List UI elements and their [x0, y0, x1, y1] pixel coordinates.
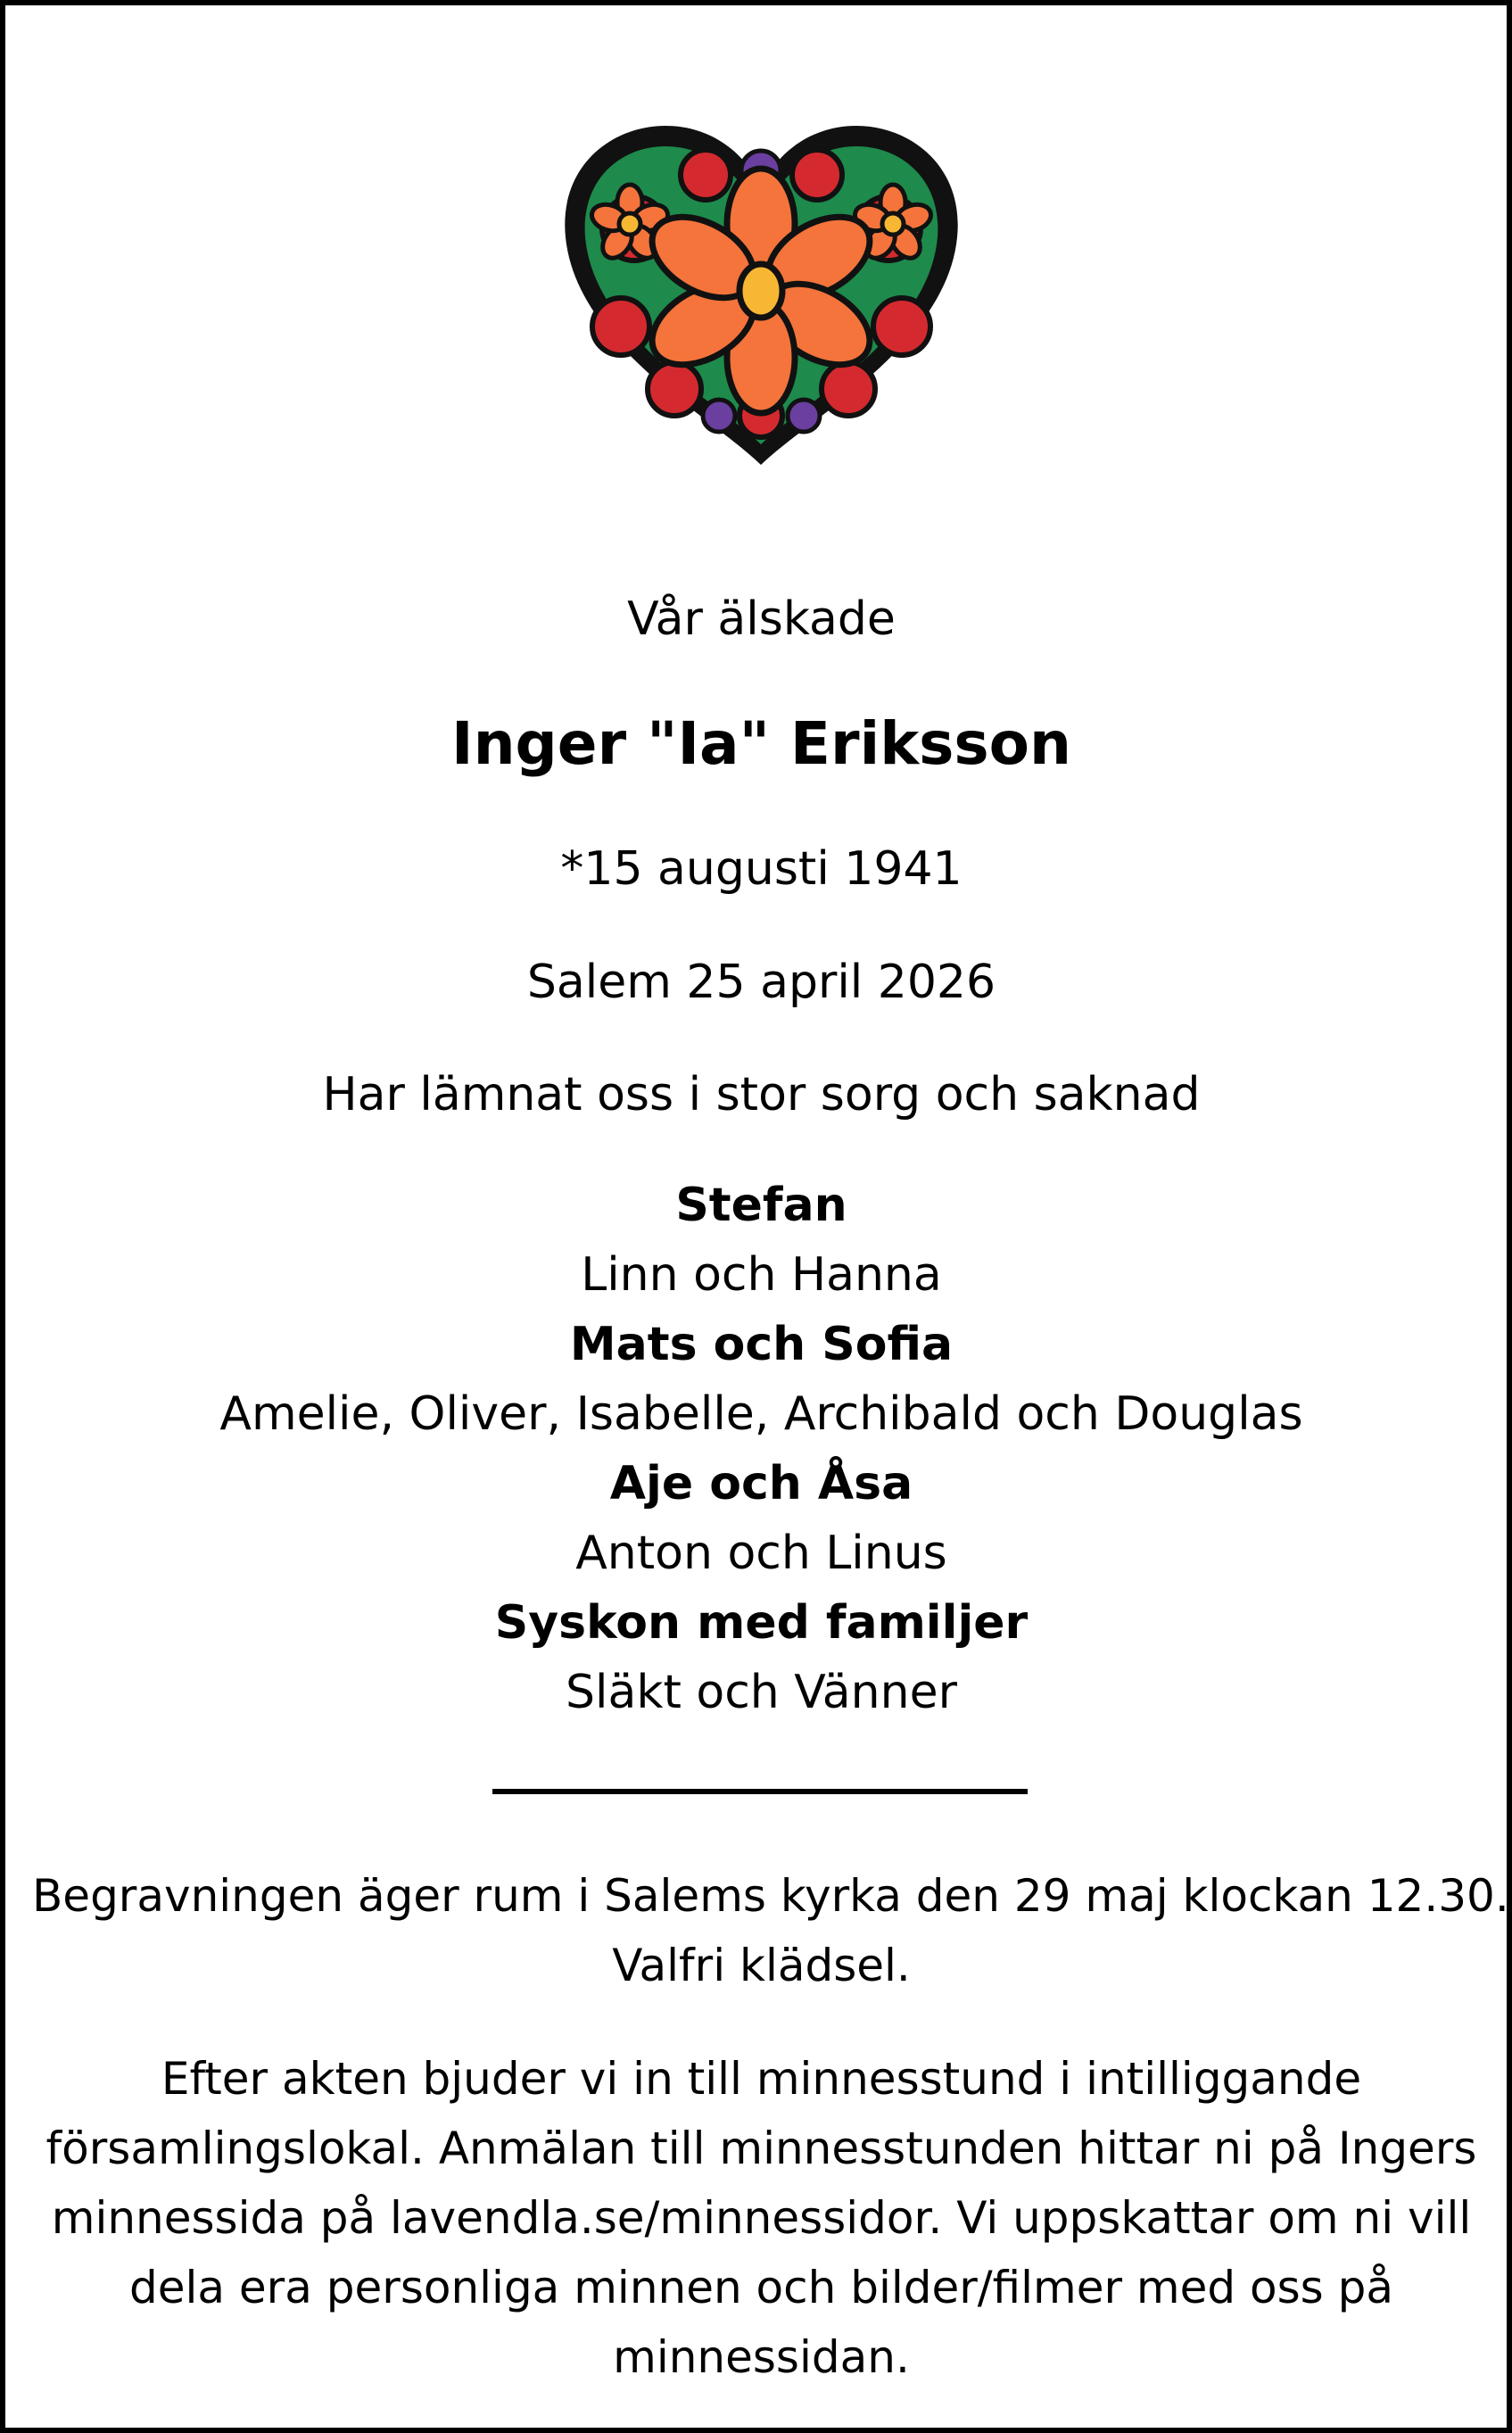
funeral-line: Begravningen äger rum i Salems kyrka den 29 maj klockan 12.30.	[32, 1870, 1509, 1922]
death-place-date: Salem 25 april 2026	[526, 956, 996, 1009]
memorial-line: minnessida på lavendla.se/minnessidor. Vi uppskattar om ni vill	[51, 2192, 1472, 2244]
family-row: Släkt och Vänner	[566, 1666, 957, 1719]
family-row: Anton och Linus	[575, 1527, 947, 1580]
mourning-phrase: Har lämnat oss i stor sorg och saknad	[322, 1068, 1201, 1121]
funeral-info	[32, 1861, 1509, 2000]
flower-heart-icon	[558, 121, 964, 469]
memorial-line: Efter akten bjuder vi in till minnesstund i intilliggande	[161, 2053, 1362, 2105]
memorial-line: minnessidan.	[613, 2331, 910, 2383]
birth-date: *15 augusti 1941	[560, 842, 963, 896]
memorial-line: dela era personliga minnen och bilder/filmer med oss på	[129, 2262, 1393, 2313]
family-row: Amelie, Oliver, Isabelle, Archibald och Douglas	[219, 1387, 1303, 1441]
flower-heart-svg	[558, 121, 964, 469]
divider-line	[492, 1789, 1028, 1794]
family-row: Mats och Sofia	[569, 1318, 954, 1371]
family-list	[5, 1171, 1512, 1727]
memorial-line: församlingslokal. Anmälan till minnesstunden hittar ni på Ingers	[45, 2123, 1477, 2174]
intro-text: Vår älskade	[627, 592, 896, 646]
family-row: Stefan	[675, 1179, 847, 1232]
memorial-info	[32, 2044, 1491, 2392]
family-row: Syskon med familjer	[494, 1596, 1029, 1650]
family-row: Aje och Åsa	[609, 1457, 913, 1510]
family-row: Linn och Hanna	[581, 1248, 942, 1302]
dress-code: Valfri klädsel.	[612, 1940, 911, 1991]
deceased-name: Inger "Ia" Eriksson	[451, 709, 1071, 778]
